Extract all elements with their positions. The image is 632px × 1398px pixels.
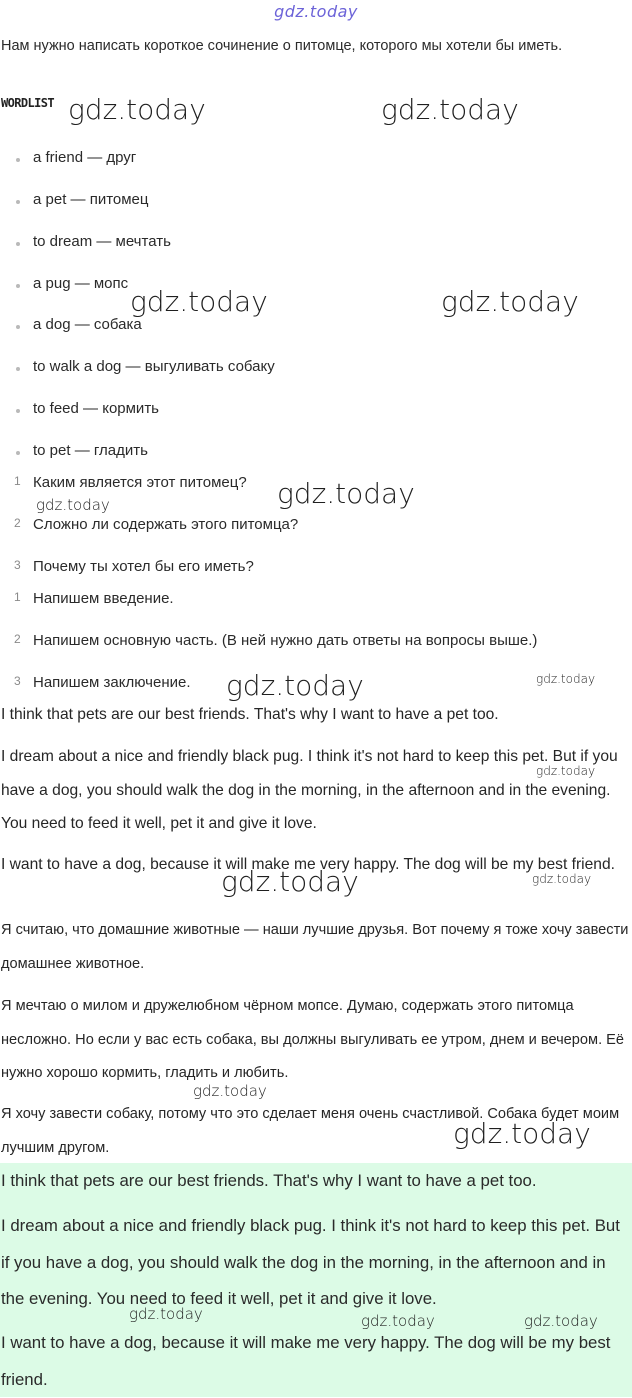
watermark: gdz.today: [536, 672, 596, 686]
bullet-icon: [16, 367, 20, 371]
essay-ru-paragraph: Я мечтаю о милом и дружелюбном чёрном мопсе. Думаю, содержать этого питомца несложно. Но если у вас есть собака, вы должны выгуливать ее утром, днем и вечером. Её нужно хорошо кормить, гладить и любить.: [1, 998, 625, 1081]
watermark: gdz.today: [68, 93, 206, 126]
watermark: gdz.today: [193, 1082, 267, 1100]
watermark: gdz.today: [532, 872, 592, 886]
bullet-icon: [16, 200, 20, 204]
watermark: gdz.today: [381, 93, 519, 126]
watermark: gdz.today: [226, 669, 364, 702]
essay-en-paragraph: I dream about a nice and friendly black pug. I think it's not hard to keep this pet. But if you have a dog, you should walk the dog in the morning, in the afternoon and in the evening. You need to feed it well, pet it and give it love.: [1, 748, 618, 832]
highlight-paragraph: I dream about a nice and friendly black pug. I think it's not hard to keep this pet. But if you have a dog, you should walk the dog in the morning, in the afternoon and in the evening. You need to feed it well, pet it and give it love.: [1, 1216, 620, 1308]
watermark: gdz.today: [361, 1312, 435, 1330]
watermark: gdz.today: [453, 1117, 591, 1150]
essay-en-paragraph: I want to have a dog, because it will make me very happy. The dog will be my best friend.: [1, 856, 615, 873]
highlighted-answer: [0, 1163, 632, 1397]
highlight-paragraph: I want to have a dog, because it will make me very happy. The dog will be my best friend.: [1, 1333, 611, 1389]
watermark: gdz.today: [36, 496, 110, 514]
bullet-icon: [16, 158, 20, 162]
task-intro: Нам нужно написать короткое сочинение о питомце, которого мы хотели бы иметь.: [1, 38, 563, 54]
bullet-icon: [16, 242, 20, 246]
essay-ru-paragraph: Я хочу завести собаку, потому что это сделает меня очень счастливой. Собака будет моим лучшим другом.: [1, 1106, 620, 1156]
wordlist-title: WORDLIST: [1, 96, 54, 110]
watermark: gdz.today: [277, 477, 415, 510]
site-logo[interactable]: gdz.today: [274, 2, 358, 21]
bullet-icon: [16, 409, 20, 413]
bullet-icon: [16, 284, 20, 288]
watermark: gdz.today: [130, 285, 268, 318]
bullet-icon: [16, 325, 20, 329]
watermark: gdz.today: [221, 865, 359, 898]
watermark: gdz.today: [441, 285, 579, 318]
watermark: gdz.today: [129, 1305, 203, 1323]
highlight-paragraph: I think that pets are our best friends. That's why I want to have a pet too.: [1, 1171, 537, 1190]
bullet-icon: [16, 451, 20, 455]
watermark: gdz.today: [524, 1312, 598, 1330]
essay-ru-paragraph: Я считаю, что домашние животные — наши лучшие друзья. Вот почему я тоже хочу завести домашнее животное.: [1, 922, 629, 972]
watermark: gdz.today: [536, 764, 596, 778]
essay-en-paragraph: I think that pets are our best friends. That's why I want to have a pet too.: [1, 706, 499, 723]
